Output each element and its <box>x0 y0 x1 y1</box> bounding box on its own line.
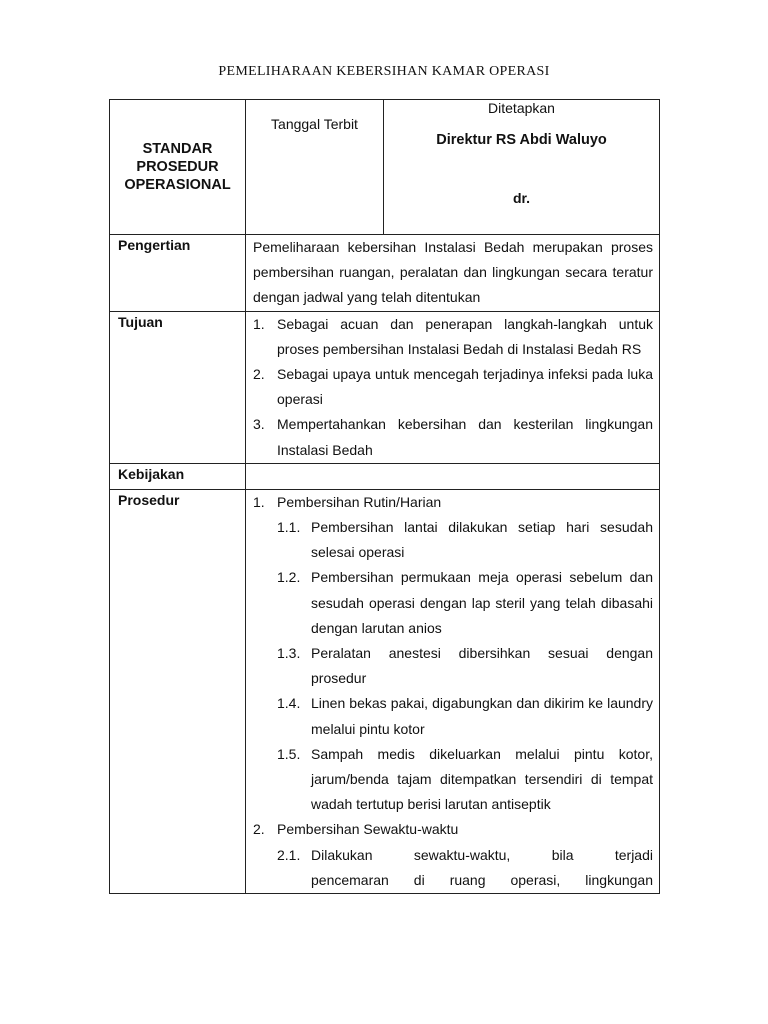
sub-list-number: 1.1. <box>277 519 301 536</box>
prosedur-row <box>110 489 660 893</box>
sub-list-text-line: Dilakukan sewaktu-waktu, bila terjadi <box>311 846 653 863</box>
list-text: Mempertahankan kebersihan dan kesterilan lingkungan Instalasi Bedah <box>277 416 653 458</box>
pengertian-row <box>110 235 660 312</box>
sub-list-number: 1.2. <box>277 569 301 586</box>
sop-title-line2: PROSEDUR <box>136 159 219 175</box>
sub-list-text: Sampah medis dikeluarkan melalui pintu kotor, jarum/benda tajam ditempatkan tersendiri di tempat wadah tertutup berisi larutan antiseptik <box>311 745 653 813</box>
sub-list-item <box>277 515 653 565</box>
pengertian-content <box>246 235 660 312</box>
sop-title-line1: STANDAR <box>142 141 213 157</box>
list-number: 2. <box>253 821 265 838</box>
sub-list-text: Pembersihan lantai dilakukan setiap hari sesudah selesai operasi <box>311 519 653 561</box>
list-number: 1. <box>253 493 265 510</box>
sub-list-text <box>311 843 653 893</box>
list-item <box>253 412 653 462</box>
sub-list-item <box>277 742 653 818</box>
sub-list-number: 2.1. <box>277 846 301 863</box>
kebijakan-label: Kebijakan <box>110 463 246 489</box>
sop-title-cell <box>110 100 246 235</box>
list-item <box>253 817 653 842</box>
prosedur-content <box>246 489 660 893</box>
sub-list-text: Pembersihan permukaan meja operasi sebelum dan sesudah operasi dengan lap steril yang telah dibasahi dengan larutan anios <box>311 569 653 636</box>
tanggal-terbit-label: Tanggal Terbit <box>271 116 358 132</box>
sub-list-number: 1.3. <box>277 645 301 662</box>
kebijakan-row <box>110 463 660 489</box>
list-text: Pembersihan Rutin/Harian <box>277 493 442 510</box>
sop-title-line3: OPERASIONAL <box>124 177 231 193</box>
sub-list-text: Peralatan anestesi dibersihkan sesuai dengan prosedur <box>311 645 653 687</box>
sub-list-text: Linen bekas pakai, digabungkan dan dikirim ke laundry melalui pintu kotor <box>311 695 653 737</box>
ditetapkan-cell <box>384 100 660 235</box>
tujuan-content <box>246 311 660 463</box>
sop-table <box>109 99 660 894</box>
list-number: 3. <box>253 416 265 433</box>
sub-list-number: 1.4. <box>277 695 301 712</box>
ditetapkan-label: Ditetapkan <box>488 100 555 116</box>
list-number: 2. <box>253 366 265 383</box>
sub-list-item <box>277 843 653 893</box>
pengertian-label: Pengertian <box>110 235 246 312</box>
kebijakan-content <box>246 463 660 489</box>
sub-list-text-line: pencemaran di ruang operasi, lingkungan <box>311 871 653 888</box>
sub-list-item <box>277 565 653 641</box>
sub-list-item <box>277 691 653 741</box>
tanggal-terbit-cell <box>246 100 384 235</box>
list-text: Sebagai acuan dan penerapan langkah-langkah untuk proses pembersihan Instalasi Bedah di Instalasi Bedah RS <box>277 315 653 357</box>
header-row <box>110 100 660 235</box>
tujuan-row <box>110 311 660 463</box>
sub-list-number: 1.5. <box>277 745 301 762</box>
tujuan-label: Tujuan <box>110 311 246 463</box>
list-text: Pembersihan Sewaktu-waktu <box>277 821 459 838</box>
list-item <box>253 490 653 515</box>
list-number: 1. <box>253 315 265 332</box>
direktur-label: Direktur RS Abdi Waluyo <box>436 132 607 148</box>
prosedur-label: Prosedur <box>110 489 246 893</box>
doctor-signature-label: dr. <box>512 190 531 206</box>
document-title: PEMELIHARAAN KEBERSIHAN KAMAR OPERASI <box>218 64 550 79</box>
list-item <box>253 362 653 412</box>
list-text: Sebagai upaya untuk mencegah terjadinya infeksi pada luka operasi <box>277 366 653 408</box>
list-item <box>253 312 653 362</box>
pengertian-text: Pemeliharaan kebersihan Instalasi Bedah merupakan proses pembersihan ruangan, peralatan dan lingkungan secara teratur dengan jadwal yang telah ditentukan <box>253 239 653 306</box>
sub-list-item <box>277 641 653 691</box>
